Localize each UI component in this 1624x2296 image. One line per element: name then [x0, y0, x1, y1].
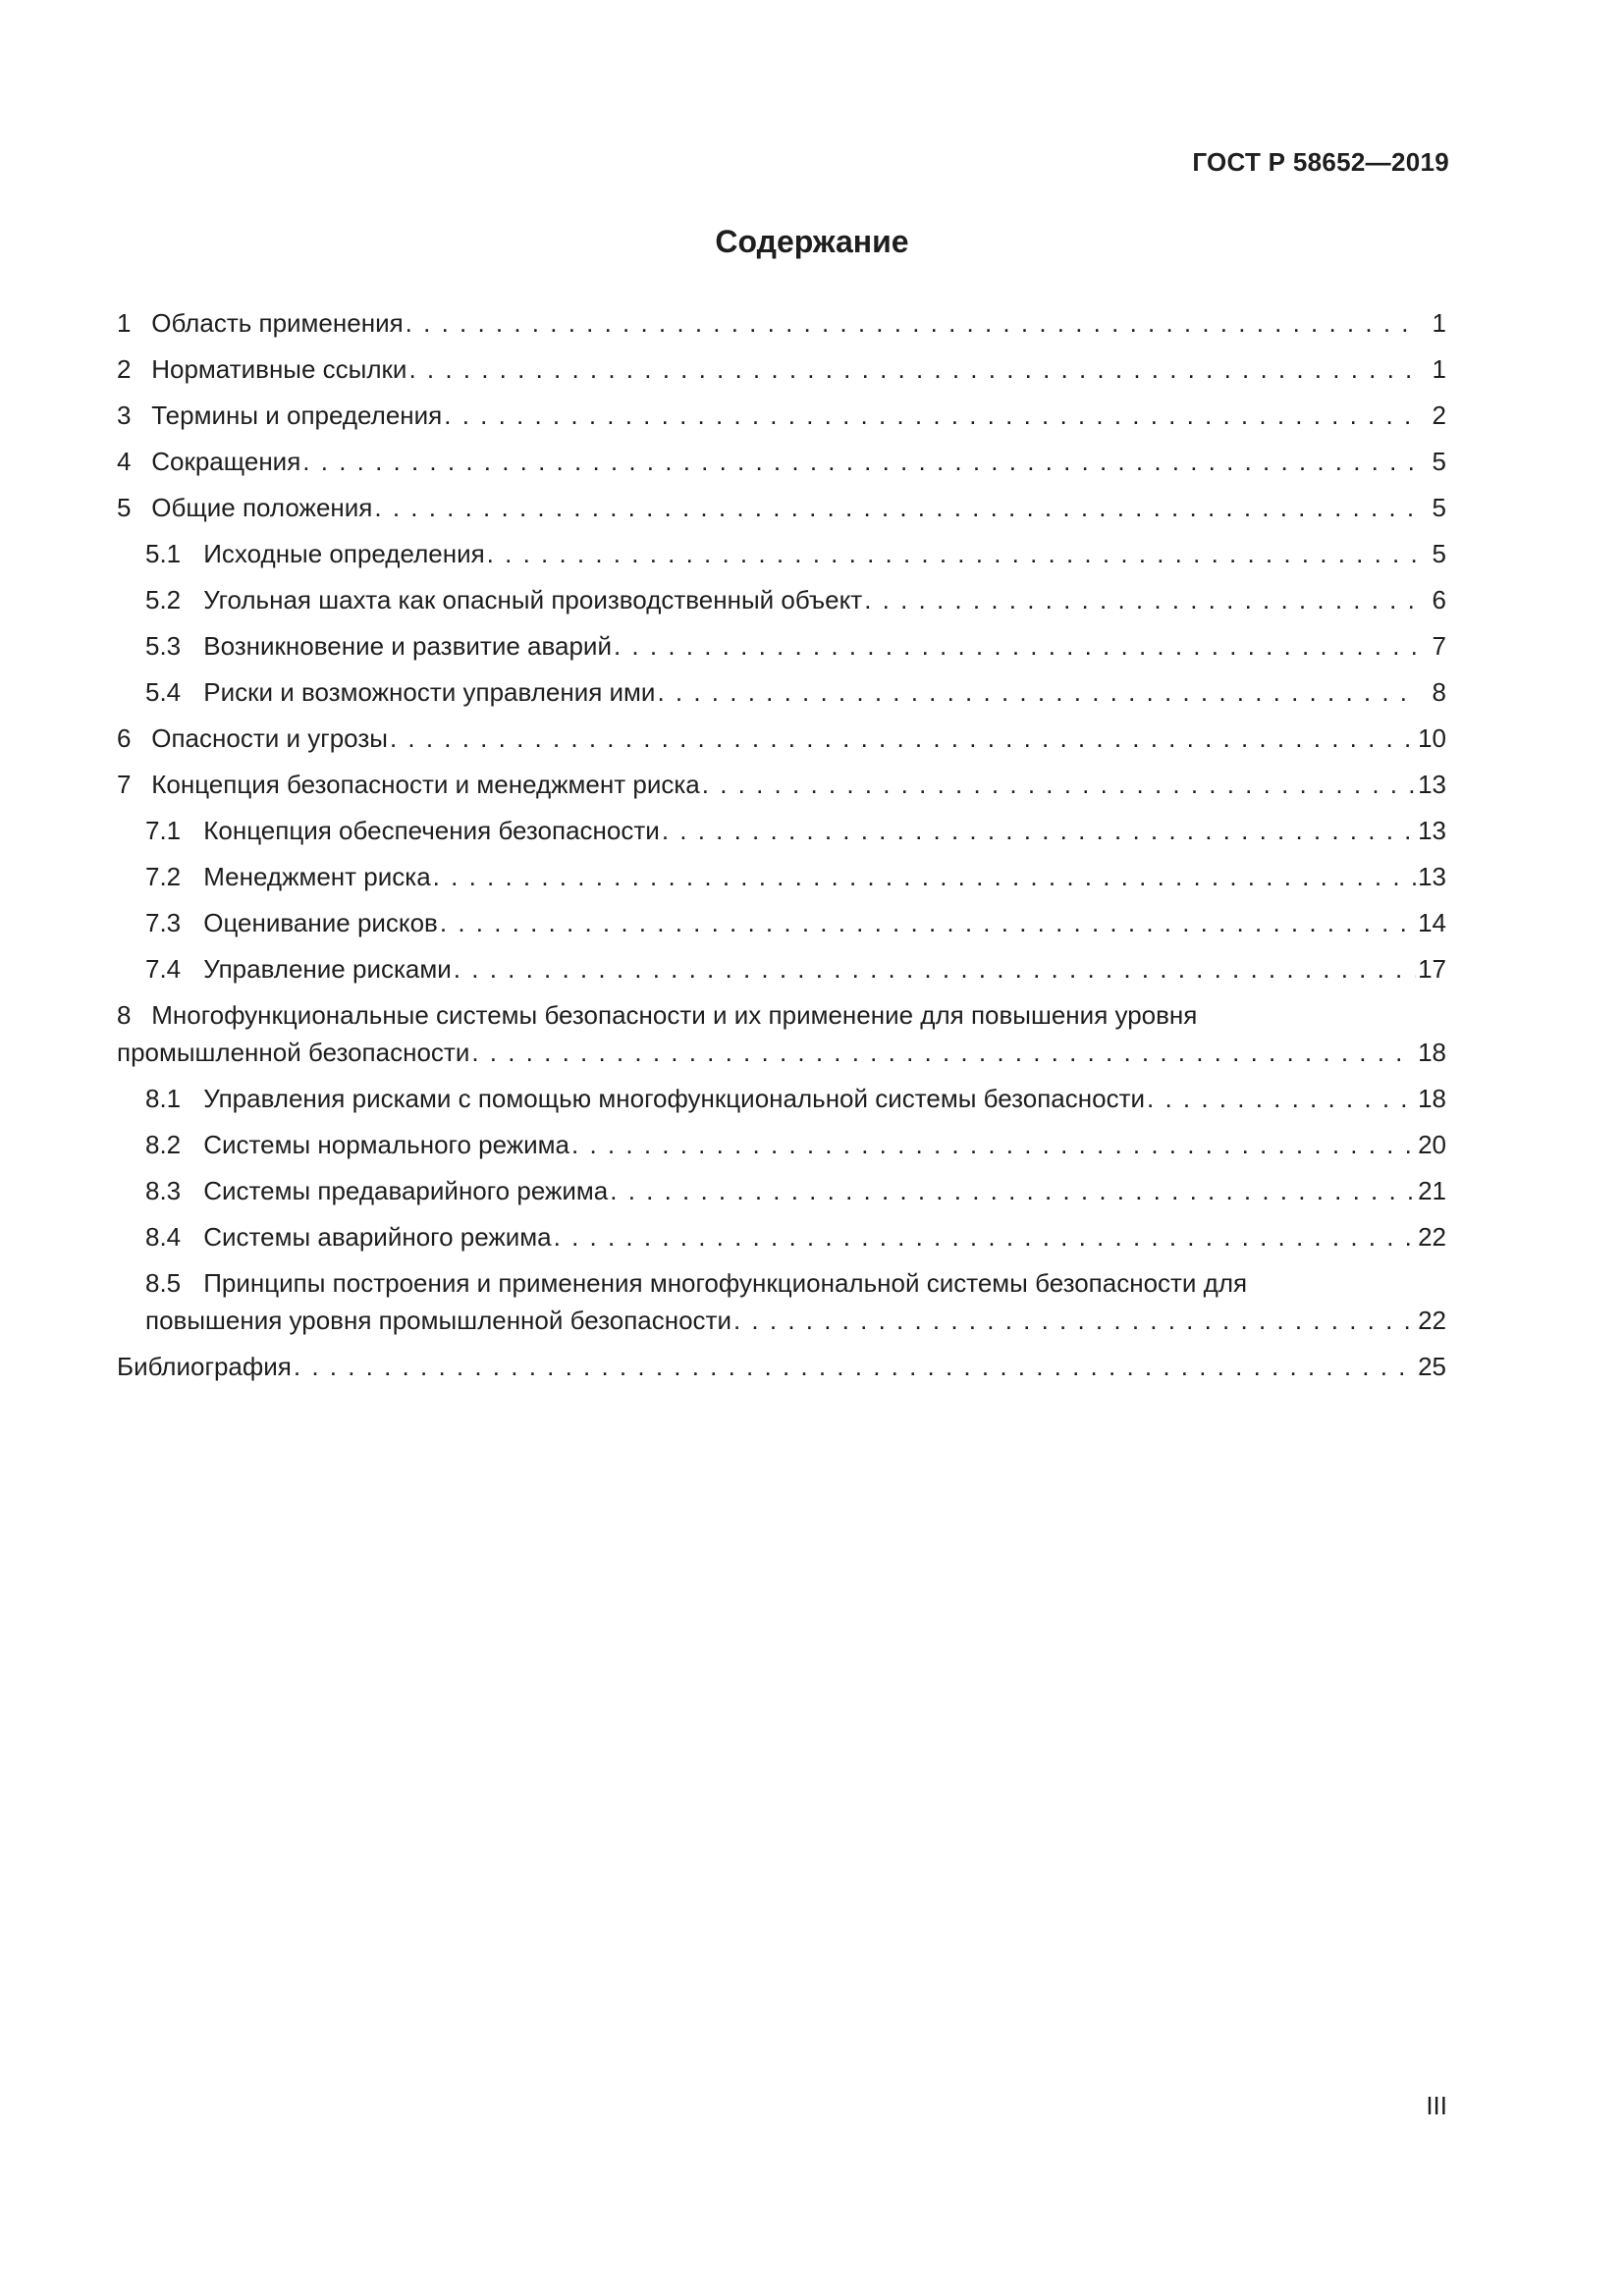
toc-leader-dots — [610, 1172, 1416, 1209]
toc-entry-number: 8.2 — [145, 1130, 182, 1159]
toc-leader-dots — [471, 1034, 1416, 1071]
toc-entry-page: 13 — [1418, 862, 1446, 891]
toc-entry-3[interactable] — [117, 397, 1446, 434]
toc-entry-page: 22 — [1418, 1306, 1446, 1335]
toc-entry-page: 1 — [1432, 308, 1446, 338]
toc-entry-page: 8 — [1432, 677, 1446, 707]
toc-entry-number: 7.4 — [145, 954, 182, 984]
toc-entry-8[interactable] — [117, 996, 1446, 1071]
toc-leader-dots — [571, 1126, 1416, 1163]
toc-entry-number: 1 — [117, 308, 132, 338]
toc-entry-title: Риски и возможности управления ими — [203, 677, 656, 707]
toc-entry-number: 8.5 — [145, 1268, 182, 1298]
toc-entry-title: повышения уровня промышленной безопасности — [145, 1306, 731, 1335]
toc-entry-title: Термины и определения — [151, 400, 443, 430]
toc-entry-title: Управления рисками с помощью многофункциональной системы безопасности — [203, 1084, 1146, 1113]
toc-entry-title: Библиография — [117, 1352, 292, 1381]
toc-entry-page: 5 — [1432, 447, 1446, 476]
toc-leader-dots — [440, 904, 1416, 941]
toc-entry-page: 5 — [1432, 493, 1446, 522]
toc-entry-number: 5 — [117, 493, 132, 522]
toc-entry-title: Системы предаварийного режима — [203, 1176, 609, 1205]
toc-entry-page: 6 — [1432, 585, 1446, 614]
toc-leader-dots — [733, 1302, 1416, 1339]
toc-entry-page: 5 — [1432, 539, 1446, 568]
toc-entry-1[interactable] — [117, 304, 1446, 342]
toc-entry-7-4[interactable] — [117, 950, 1446, 988]
toc-entry-title: Системы аварийного режима — [203, 1222, 552, 1252]
toc-entry-title: Менеджмент риска — [203, 862, 431, 891]
toc-entry-title: Управление рисками — [203, 954, 452, 984]
toc-entry-page: 2 — [1432, 400, 1446, 430]
toc-entry-number: 2 — [117, 354, 132, 384]
toc-leader-dots — [302, 443, 1417, 480]
toc-leader-dots — [702, 766, 1416, 803]
toc-entry-title-line1: Принципы построения и применения многофункциональной системы безопасности для — [203, 1268, 1248, 1298]
toc-entry-4[interactable] — [117, 443, 1446, 480]
toc-entry-number: 7 — [117, 770, 132, 799]
toc-leader-dots — [408, 350, 1417, 388]
toc-entry-number: 4 — [117, 447, 132, 476]
toc-entry-title-line1: Многофункциональные системы безопасности и их применение для повышения уровня — [151, 1000, 1198, 1030]
toc-entry-number: 5.3 — [145, 631, 182, 661]
page-number: III — [1426, 2091, 1447, 2120]
toc-leader-dots — [657, 673, 1417, 711]
toc-entry-page: 22 — [1418, 1222, 1446, 1252]
toc-entry-7-2[interactable] — [117, 858, 1446, 895]
toc-entry-number: 8.3 — [145, 1176, 182, 1205]
toc-entry-page: 10 — [1418, 723, 1446, 753]
toc-entry-number: 7.2 — [145, 862, 182, 891]
toc-entry-page: 25 — [1418, 1352, 1446, 1381]
toc-leader-dots — [294, 1348, 1416, 1385]
toc-entry-page: 20 — [1418, 1130, 1446, 1159]
toc-leader-dots — [662, 812, 1416, 849]
toc-entry-5-4[interactable] — [117, 673, 1446, 711]
toc-leader-dots — [406, 304, 1417, 342]
toc-leader-dots — [554, 1218, 1416, 1255]
toc-entry-number: 6 — [117, 723, 132, 753]
toc-entry-title: Опасности и угрозы — [151, 723, 388, 753]
toc-entry-number: 8.4 — [145, 1222, 182, 1252]
toc-entry-title: Общие положения — [151, 493, 373, 522]
toc-entry-title: промышленной безопасности — [117, 1038, 470, 1067]
toc-leader-dots — [487, 535, 1417, 572]
toc-entry-title: Оценивание рисков — [203, 908, 438, 937]
toc-entry-page: 14 — [1418, 908, 1446, 937]
toc-entry-8-1[interactable] — [117, 1080, 1446, 1117]
toc-entry-7-1[interactable] — [117, 812, 1446, 849]
toc-entry-number: 8 — [117, 1000, 132, 1030]
toc-leader-dots — [1147, 1080, 1416, 1117]
toc-entry-5[interactable] — [117, 489, 1446, 526]
toc-leader-dots — [433, 858, 1416, 895]
toc-leader-dots — [864, 581, 1417, 618]
toc-entry-title: Возникновение и развитие аварий — [203, 631, 612, 661]
toc-title: Содержание — [715, 224, 909, 259]
toc-leader-dots — [374, 489, 1417, 526]
toc-entry-title: Концепция обеспечения безопасности — [203, 816, 660, 845]
toc-entry-page: 18 — [1418, 1038, 1446, 1067]
toc-entry-number: 5.4 — [145, 677, 182, 707]
toc-entry-8-2[interactable] — [117, 1126, 1446, 1163]
toc-entry-page: 21 — [1418, 1176, 1446, 1205]
toc-entry-number: 5.2 — [145, 585, 182, 614]
toc-entry-5-1[interactable] — [117, 535, 1446, 572]
table-of-contents — [117, 304, 1446, 1394]
toc-entry-number: 7.1 — [145, 816, 182, 845]
toc-entry-2[interactable] — [117, 350, 1446, 388]
toc-entry-7-3[interactable] — [117, 904, 1446, 941]
toc-entry-title: Системы нормального режима — [203, 1130, 570, 1159]
toc-entry-5-3[interactable] — [117, 627, 1446, 665]
toc-leader-dots — [390, 720, 1416, 757]
toc-entry-title: Сокращения — [151, 447, 301, 476]
toc-leader-dots — [614, 627, 1417, 665]
toc-entry-page: 18 — [1418, 1084, 1446, 1113]
toc-leader-dots — [444, 397, 1417, 434]
toc-entry-number: 8.1 — [145, 1084, 182, 1113]
toc-entry-7[interactable] — [117, 766, 1446, 803]
toc-entry-page: 1 — [1432, 354, 1446, 384]
toc-entry-title: Концепция безопасности и менеджмент риска — [151, 770, 700, 799]
toc-entry-bibliography[interactable] — [117, 1348, 1446, 1385]
toc-entry-title: Область применения — [151, 308, 404, 338]
toc-entry-page: 17 — [1418, 954, 1446, 984]
toc-entry-page: 13 — [1418, 770, 1446, 799]
toc-entry-number: 3 — [117, 400, 132, 430]
toc-entry-page: 13 — [1418, 816, 1446, 845]
toc-entry-number: 5.1 — [145, 539, 182, 568]
toc-entry-8-3[interactable] — [117, 1172, 1446, 1209]
toc-entry-6[interactable] — [117, 720, 1446, 757]
toc-entry-title: Угольная шахта как опасный производственный объект — [203, 585, 863, 614]
toc-entry-number: 7.3 — [145, 908, 182, 937]
toc-entry-5-2[interactable] — [117, 581, 1446, 618]
toc-entry-8-5[interactable] — [117, 1264, 1446, 1339]
toc-entry-title: Нормативные ссылки — [151, 354, 407, 384]
toc-leader-dots — [454, 950, 1416, 988]
toc-entry-8-4[interactable] — [117, 1218, 1446, 1255]
toc-entry-title: Исходные определения — [203, 539, 485, 568]
toc-entry-page: 7 — [1432, 631, 1446, 661]
document-code: ГОСТ Р 58652—2019 — [1192, 147, 1449, 177]
